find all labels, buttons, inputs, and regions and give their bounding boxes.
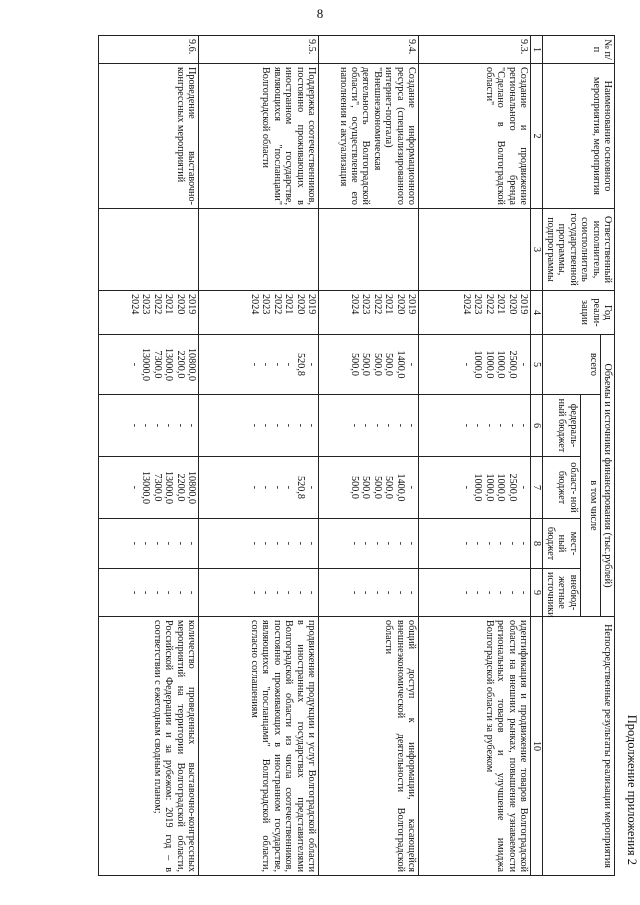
table-row: [319, 36, 419, 876]
rotated-table-container: [15, 35, 639, 875]
header-in-that: в том числе: [580, 395, 600, 617]
row-years: 2019 2020 2021 2022 2023 2024: [319, 291, 419, 335]
header-num: № п/п: [543, 36, 615, 64]
row-local: - - - - - -: [199, 519, 319, 569]
row-local: - - - - - -: [319, 519, 419, 569]
col-index: 10: [531, 617, 543, 876]
header-federal: федераль- ный бюджет: [543, 395, 580, 457]
row-years: 2019 2020 2021 2022 2023 2024: [419, 291, 531, 335]
page-number: 8: [316, 6, 324, 21]
row-total: - 520,8 - - - -: [199, 335, 319, 395]
row-name: Создание и продвижение регионального бренда "Сделано в Волгоградской области": [419, 64, 531, 209]
table-row: [199, 36, 319, 876]
row-federal: - - - - - -: [199, 395, 319, 457]
col-index: 2: [531, 64, 543, 209]
row-name: Поддержка соотечественников, постоянно проживающих в иностранном государстве, являющихся "посланцами" Волгоградской области: [199, 64, 319, 209]
column-index-row: [531, 36, 543, 876]
table-row: [419, 36, 531, 876]
row-executor: [419, 209, 531, 291]
col-index: 5: [531, 335, 543, 395]
table-row: [99, 36, 199, 876]
row-federal: - - - - - -: [319, 395, 419, 457]
row-result: общий доступ к информации, касающейся внешнеэкономической деятельности Волгоградской области: [319, 617, 419, 876]
row-local: - - - - - -: [99, 519, 199, 569]
row-result: идентификация и продвижение товаров Волгоградской области на внешних рынках, повышение узнаваемости региональных товаров и улучшение имиджа Волгоградской области за рубежом: [419, 617, 531, 876]
row-federal: - - - - - -: [419, 395, 531, 457]
row-executor: [199, 209, 319, 291]
header-executor: Ответственный исполнитель, соисполнитель государственной программы, подпрограммы: [543, 209, 615, 291]
row-offbudget: - - - - - -: [99, 569, 199, 617]
row-offbudget: - - - - - -: [419, 569, 531, 617]
row-num: 9.3.: [419, 36, 531, 64]
row-result: количество проведенных выставочно-конгрессных мероприятий на территории Волгоградской области, Российской Федерации и за рубежом: 2019 год – в соответствии с ежегодным сводным планом;: [99, 617, 199, 876]
row-name: Создание информационного ресурса (специализированного интернет-портала) "Внешнеэкономическая деятельность Волгоградской области", осуществление его наполнения и актуализация: [319, 64, 419, 209]
row-years: 2019 2020 2021 2022 2023 2024: [199, 291, 319, 335]
col-index: 8: [531, 519, 543, 569]
col-index: 4: [531, 291, 543, 335]
row-regional: - 2500,0 1000,0 1000,0 1000,0 -: [419, 457, 531, 519]
row-executor: [319, 209, 419, 291]
row-regional: - 1400,0 500,0 500,0 500,0 500,0: [319, 457, 419, 519]
row-federal: - - - - - -: [99, 395, 199, 457]
row-offbudget: - - - - - -: [199, 569, 319, 617]
row-total: - 1400,0 500,0 500,0 500,0 500,0: [319, 335, 419, 395]
row-offbudget: - - - - - -: [319, 569, 419, 617]
header-name: Наименование основного мероприятия, мероприятия: [543, 64, 615, 209]
row-years: 2019 2020 2021 2022 2023 2024: [99, 291, 199, 335]
row-total: - 2500,0 1000,0 1000,0 1000,0 -: [419, 335, 531, 395]
row-num: 9.6.: [99, 36, 199, 64]
col-index: 9: [531, 569, 543, 617]
row-total: 10800,0 2200,0 13000,0 7300,0 13000,0 -: [99, 335, 199, 395]
col-index: 7: [531, 457, 543, 519]
continuation-label: Продолжение приложения 2: [625, 714, 639, 865]
row-regional: - 520,8 - - - -: [199, 457, 319, 519]
row-executor: [99, 209, 199, 291]
header-local: мест- ный бюджет: [543, 519, 580, 569]
col-index: 3: [531, 209, 543, 291]
header-offbudget: внебюд- жетные источники: [543, 569, 580, 617]
row-num: 9.4.: [319, 36, 419, 64]
row-local: - - - - - -: [419, 519, 531, 569]
row-name: Проведение выставочно-конгрессных мероприятий: [99, 64, 199, 209]
header-regional: област- ной бюджет: [543, 457, 580, 519]
row-num: 9.5.: [199, 36, 319, 64]
col-index: 1: [531, 36, 543, 64]
header-total: всего: [543, 335, 600, 395]
header-funding: Объемы и источники финансирования (тыс.рублей): [600, 335, 614, 617]
header-result: Непосредственные результаты реализации мероприятия: [543, 617, 615, 876]
row-result: продвижение продукции и услуг Волгоградской области в иностранных государствах представителями Волгоградской области из числа соотечественников, постоянно проживающих в иностранном государстве, являющихся "посланцами" Волгоградской области, согласно соглашениям: [199, 617, 319, 876]
col-index: 6: [531, 395, 543, 457]
funding-table: [98, 35, 615, 876]
row-regional: 10800,0 2200,0 13000,0 7300,0 13000,0 -: [99, 457, 199, 519]
header-year: Год реали- зации: [543, 291, 615, 335]
